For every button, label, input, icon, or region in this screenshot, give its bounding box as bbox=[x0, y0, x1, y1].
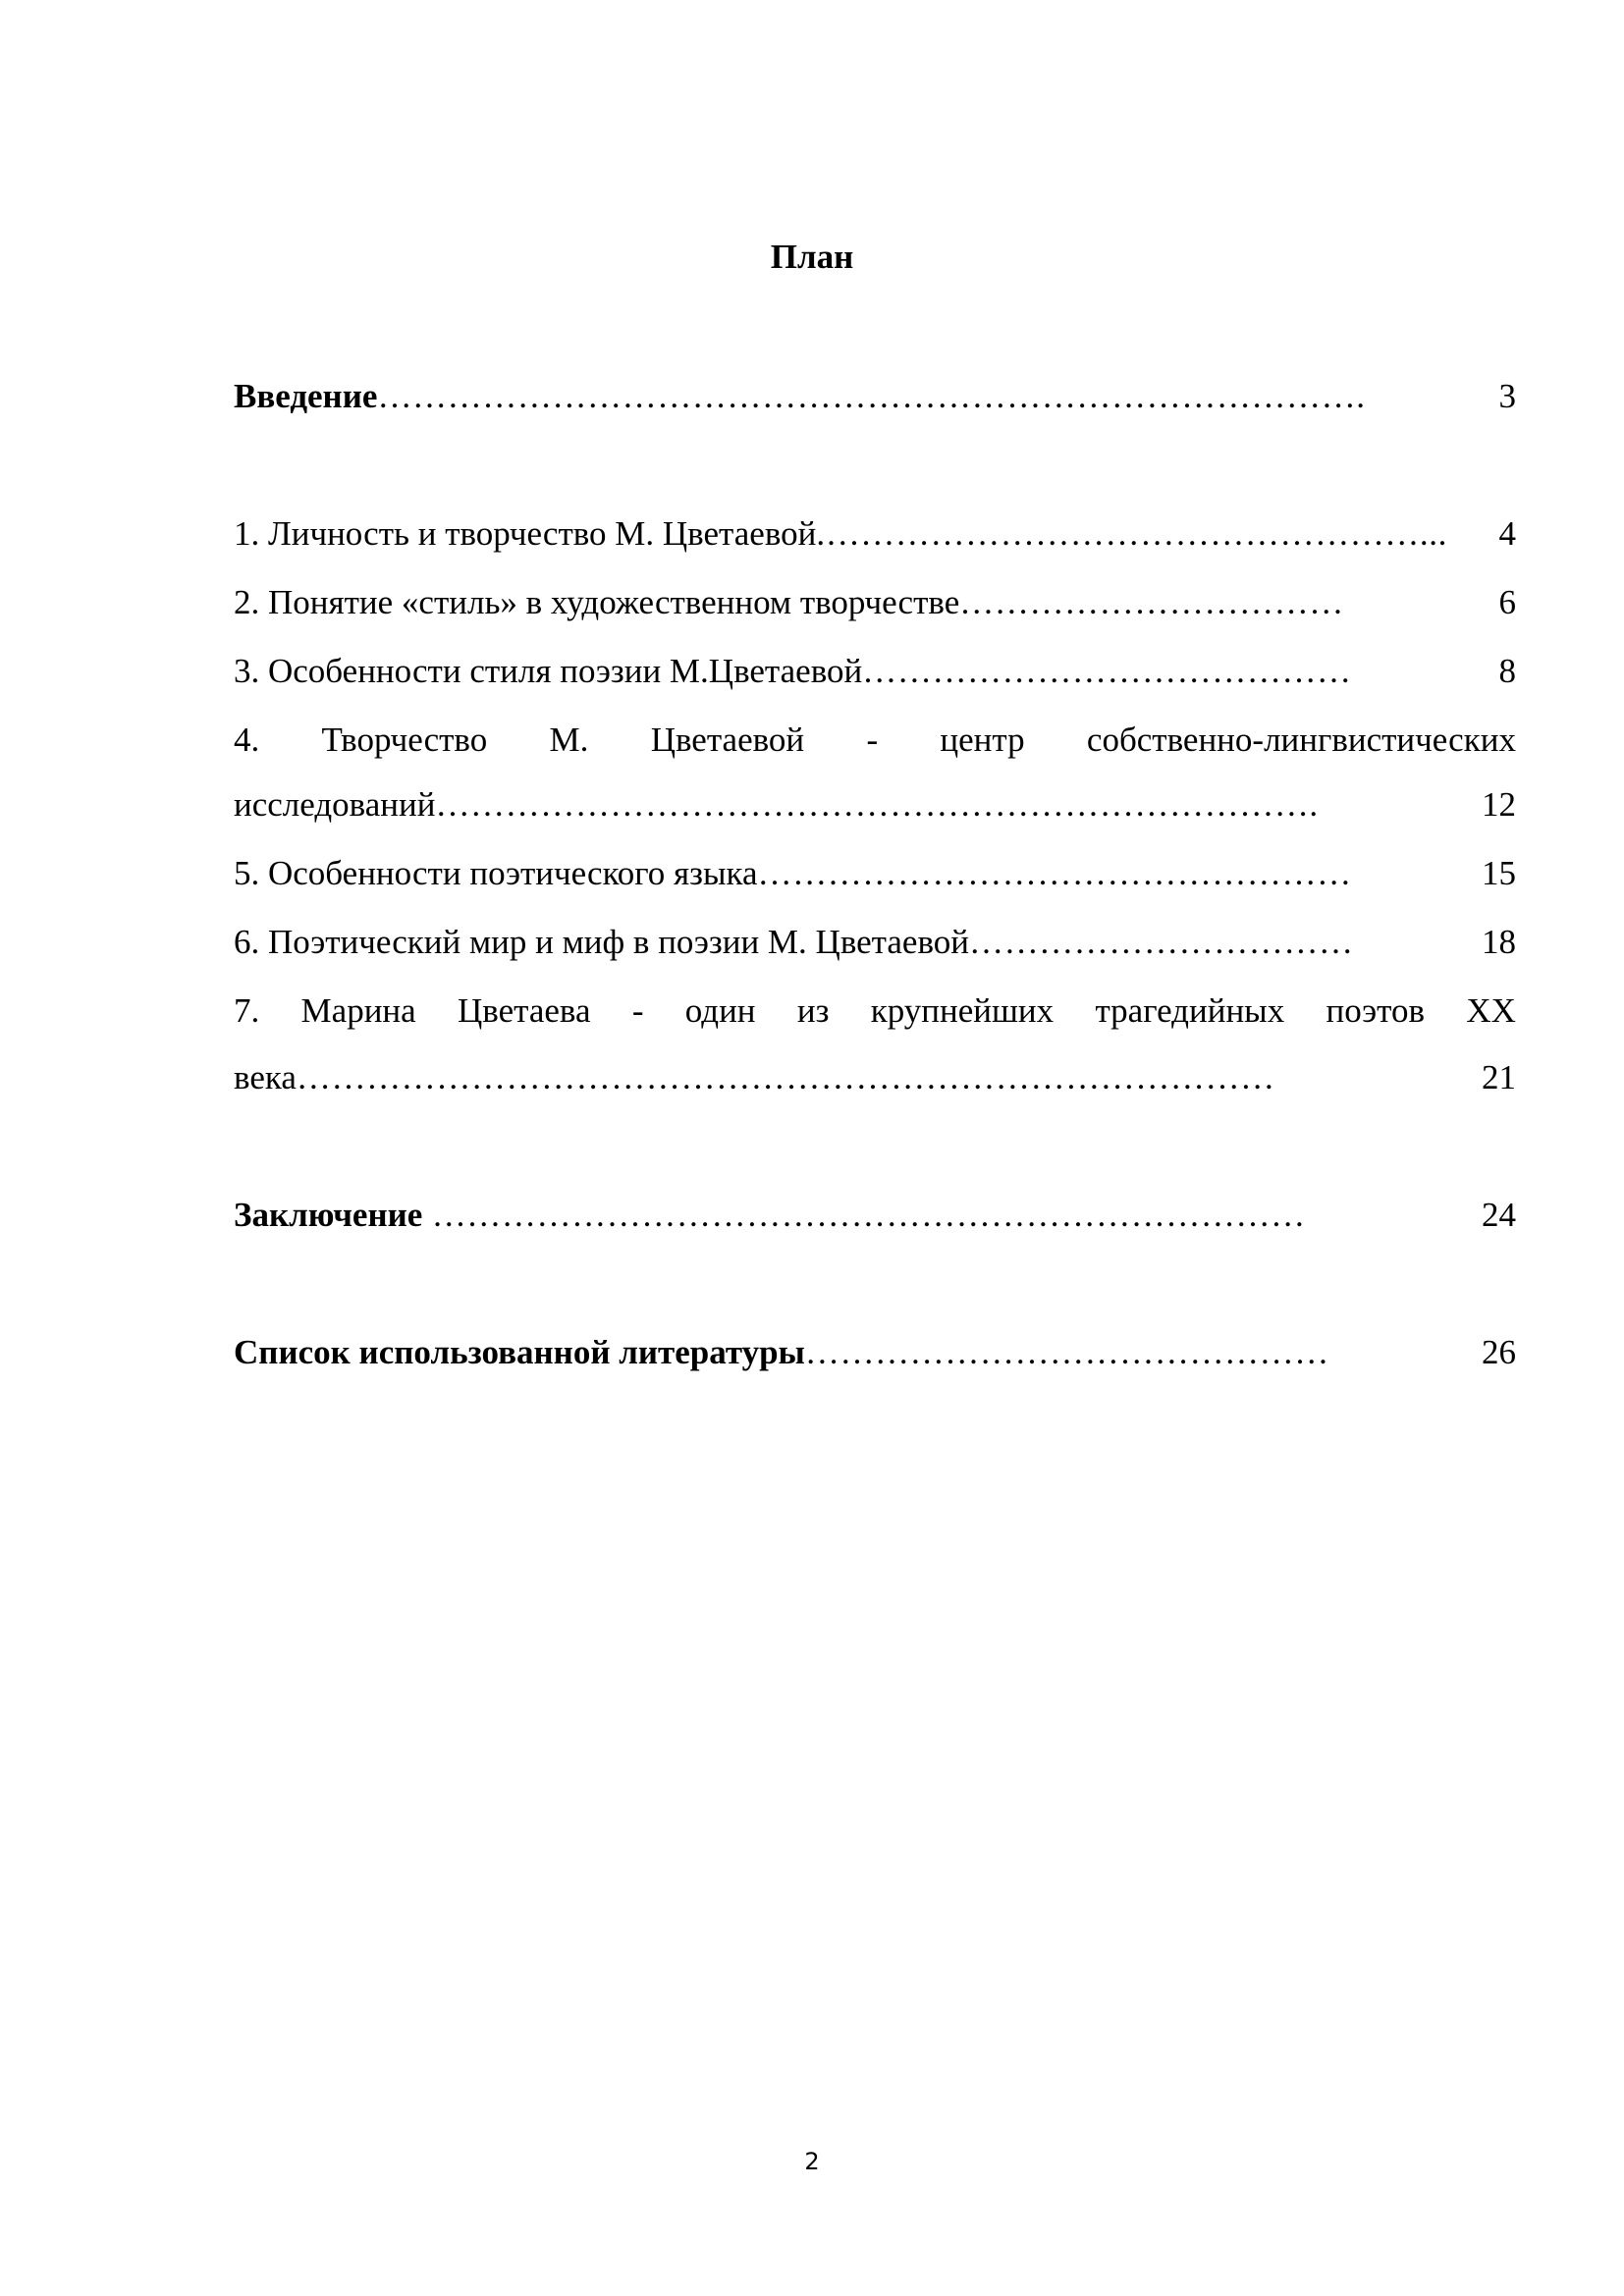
toc-entry-5 bbox=[234, 850, 1516, 897]
toc-page-number: 8 bbox=[1482, 652, 1516, 690]
toc-entry-conclusion bbox=[234, 1192, 1516, 1239]
toc-page-number: 26 bbox=[1464, 1333, 1516, 1371]
toc-word: Цветаева bbox=[458, 991, 591, 1030]
toc-leader-dots: …………………………………… bbox=[862, 652, 1352, 690]
toc-entry-4-line2 bbox=[234, 781, 1516, 828]
toc-leader-dots: ………………………………………………………………… bbox=[422, 1196, 1306, 1234]
toc-entry-2 bbox=[234, 579, 1516, 626]
toc-word: Творчество bbox=[321, 721, 488, 759]
toc-word: Марина bbox=[300, 991, 416, 1030]
toc-entry-introduction bbox=[234, 373, 1516, 420]
toc-entry-label: 2. Понятие «стиль» в художественном творчестве bbox=[234, 583, 960, 621]
toc-entry-bibliography bbox=[234, 1329, 1516, 1376]
toc-entry-1 bbox=[234, 510, 1516, 558]
toc-leader-dots: …………………………… bbox=[959, 583, 1344, 621]
toc-leader-dots: .……………………………………………... bbox=[816, 514, 1447, 553]
toc-leader-dots: …………………………………………………………………………. bbox=[377, 377, 1366, 415]
toc-word: - bbox=[631, 991, 644, 1030]
toc-page-number: 4 bbox=[1498, 514, 1516, 553]
toc-entry-7-line1 bbox=[234, 988, 1516, 1035]
toc-word: трагедийных bbox=[1095, 991, 1285, 1030]
toc-entry-label: 6. Поэтический мир и миф в поэзии М. Цветаевой bbox=[234, 923, 969, 961]
toc-page-number: 3 bbox=[1489, 377, 1516, 415]
toc-entry-3 bbox=[234, 648, 1516, 695]
toc-word: из bbox=[796, 991, 830, 1030]
toc-entry-label: 5. Особенности поэтического языка bbox=[234, 854, 758, 892]
toc-entry-6 bbox=[234, 919, 1516, 966]
toc-entry-label: Заключение bbox=[234, 1196, 423, 1234]
toc-entry-label: века bbox=[234, 1058, 297, 1096]
toc-word: собственно-лингвистических bbox=[1086, 721, 1516, 759]
toc-leader-dots: …………………………………………… bbox=[757, 854, 1352, 892]
toc-word: М. bbox=[549, 721, 589, 759]
toc-page-number: 24 bbox=[1464, 1196, 1516, 1234]
toc-page-number: 6 bbox=[1489, 583, 1516, 621]
toc-leader-dots: …………………………… bbox=[968, 923, 1354, 961]
toc-leader-dots: …………………………………………………………………. bbox=[435, 785, 1319, 824]
toc-word: 4. bbox=[234, 721, 260, 759]
toc-page-number: 12 bbox=[1464, 785, 1516, 824]
page-footer-number: 2 bbox=[804, 2148, 820, 2175]
toc-word: крупнейших bbox=[870, 991, 1055, 1030]
page-title: План bbox=[770, 238, 854, 276]
toc-page-number: 15 bbox=[1482, 854, 1516, 892]
toc-entry-label: Список использованной литературы bbox=[234, 1333, 805, 1371]
toc-page-number: 21 bbox=[1464, 1058, 1516, 1096]
toc-word: один bbox=[684, 991, 756, 1030]
toc-leader-dots: ………………………………………………………………………… bbox=[296, 1058, 1275, 1096]
toc-entry-label: исследований bbox=[234, 785, 436, 824]
toc-word: центр bbox=[940, 721, 1025, 759]
toc-word: поэтов bbox=[1326, 991, 1426, 1030]
toc-entry-label: 3. Особенности стиля поэзии М.Цветаевой bbox=[234, 652, 863, 690]
toc-word: XX bbox=[1466, 991, 1516, 1030]
toc-word: 7. bbox=[234, 991, 260, 1030]
toc-entry-label: Введение bbox=[234, 377, 378, 415]
toc-entry-4-line1 bbox=[234, 717, 1516, 764]
toc-entry-label: 1. Личность и творчество М. Цветаевой bbox=[234, 514, 817, 553]
toc-word: Цветаевой bbox=[650, 721, 805, 759]
toc-entry-7-line2 bbox=[234, 1054, 1516, 1101]
toc-leader-dots: ……………………………………… bbox=[804, 1333, 1329, 1371]
toc-page-number: 18 bbox=[1482, 923, 1516, 961]
toc-word: - bbox=[866, 721, 879, 759]
